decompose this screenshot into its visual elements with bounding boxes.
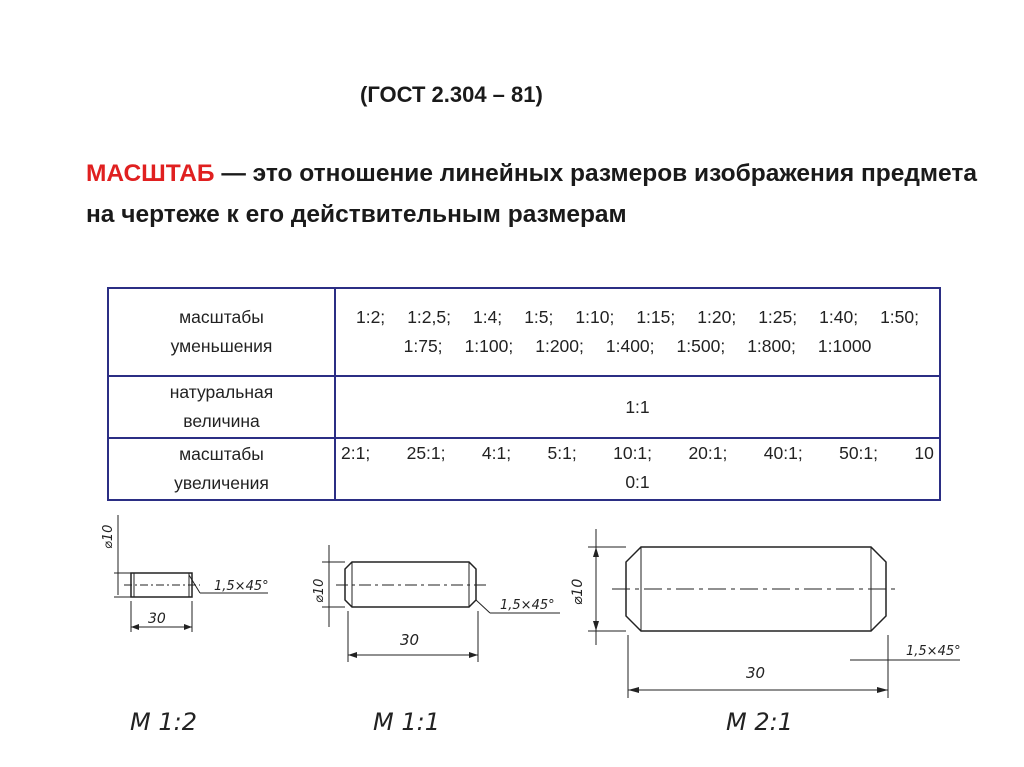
standard-reference: (ГОСТ 2.304 – 81): [360, 82, 543, 107]
reduction-scale-item: 1:200;: [535, 336, 584, 356]
scale-drawings: [0, 505, 1024, 767]
table-row-reduction: [108, 288, 940, 376]
row-label-line: величина: [183, 411, 260, 431]
reduction-scale-item: 1:75;: [403, 336, 443, 356]
term-scale: МАСШТАБ: [86, 160, 215, 187]
reduction-scale-item: 1:25;: [758, 307, 798, 327]
row-label-line: масштабы: [179, 307, 264, 327]
reduction-scale-item: 1:800;: [747, 336, 796, 356]
natural-value: 1:1: [335, 376, 940, 438]
enlargement-scale-item: 50:1;: [839, 443, 879, 463]
reduction-scale-item: 1:10;: [575, 307, 615, 327]
enlargement-scale-item: 10:1;: [613, 443, 653, 463]
table-row-natural: [108, 376, 940, 438]
scale-label: М 1:2: [130, 708, 197, 736]
reduction-scale-item: 1:500;: [676, 336, 726, 356]
chamfer-label: 1,5×45°: [214, 579, 269, 594]
enlargement-values: [335, 438, 940, 500]
enlargement-scale-item: 40:1;: [763, 443, 803, 463]
length-label: 30: [746, 664, 766, 682]
table-row-enlargement: [108, 438, 940, 500]
reduction-scale-item: 1:4;: [472, 307, 503, 327]
row-label-line: увеличения: [174, 473, 269, 493]
reduction-values: [335, 288, 940, 376]
reduction-scale-item: 1:400;: [605, 336, 655, 356]
enlargement-scale-list: [336, 439, 939, 468]
reduction-scale-list: [336, 303, 939, 361]
reduction-scale-item: 1:50;: [880, 307, 920, 327]
row-label-line: уменьшения: [170, 336, 273, 356]
row-label-line: натуральная: [169, 382, 274, 402]
scale-label: М 1:1: [373, 708, 440, 736]
length-label: 30: [400, 631, 420, 649]
diameter-label: ⌀10: [312, 578, 327, 603]
reduction-scale-item: 1:20;: [697, 307, 737, 327]
diameter-label: ⌀10: [570, 578, 586, 605]
enlargement-scale-item: 10: [914, 443, 934, 463]
row-label: [108, 288, 335, 376]
row-label-line: масштабы: [179, 444, 264, 464]
definition-text: — это отношение линейных размеров изображения предмета на чертеже к его действительным размерам: [86, 160, 977, 228]
pin-drawing-m1-2: [114, 515, 268, 632]
length-label: 30: [148, 611, 166, 627]
reduction-scale-item: 1:1000: [817, 336, 872, 356]
enlargement-wrap: 0:1: [625, 472, 650, 492]
reduction-scale-item: 1:5;: [524, 307, 554, 327]
enlargement-scale-item: 5:1;: [547, 443, 577, 463]
chamfer-label: 1,5×45°: [906, 644, 961, 659]
enlargement-scale-item: 25:1;: [406, 443, 446, 463]
scale-definition: [86, 153, 986, 235]
enlargement-scale-item: 2:1;: [341, 443, 371, 463]
pin-drawing-m2-1: [588, 529, 960, 698]
reduction-scale-item: 1:40;: [819, 307, 859, 327]
reduction-scale-item: 1:2,5;: [407, 307, 451, 327]
enlargement-scale-item: 4:1;: [481, 443, 512, 463]
reduction-scale-item: 1:2;: [355, 307, 386, 327]
scales-table: [107, 287, 941, 501]
diameter-label: ⌀10: [101, 524, 116, 549]
scale-label: М 2:1: [726, 708, 793, 736]
reduction-scale-item: 1:15;: [636, 307, 676, 327]
reduction-scale-item: 1:100;: [464, 336, 514, 356]
enlargement-scale-item: 20:1;: [688, 443, 728, 463]
row-label: [108, 376, 335, 438]
row-label: [108, 438, 335, 500]
chamfer-label: 1,5×45°: [500, 598, 555, 613]
